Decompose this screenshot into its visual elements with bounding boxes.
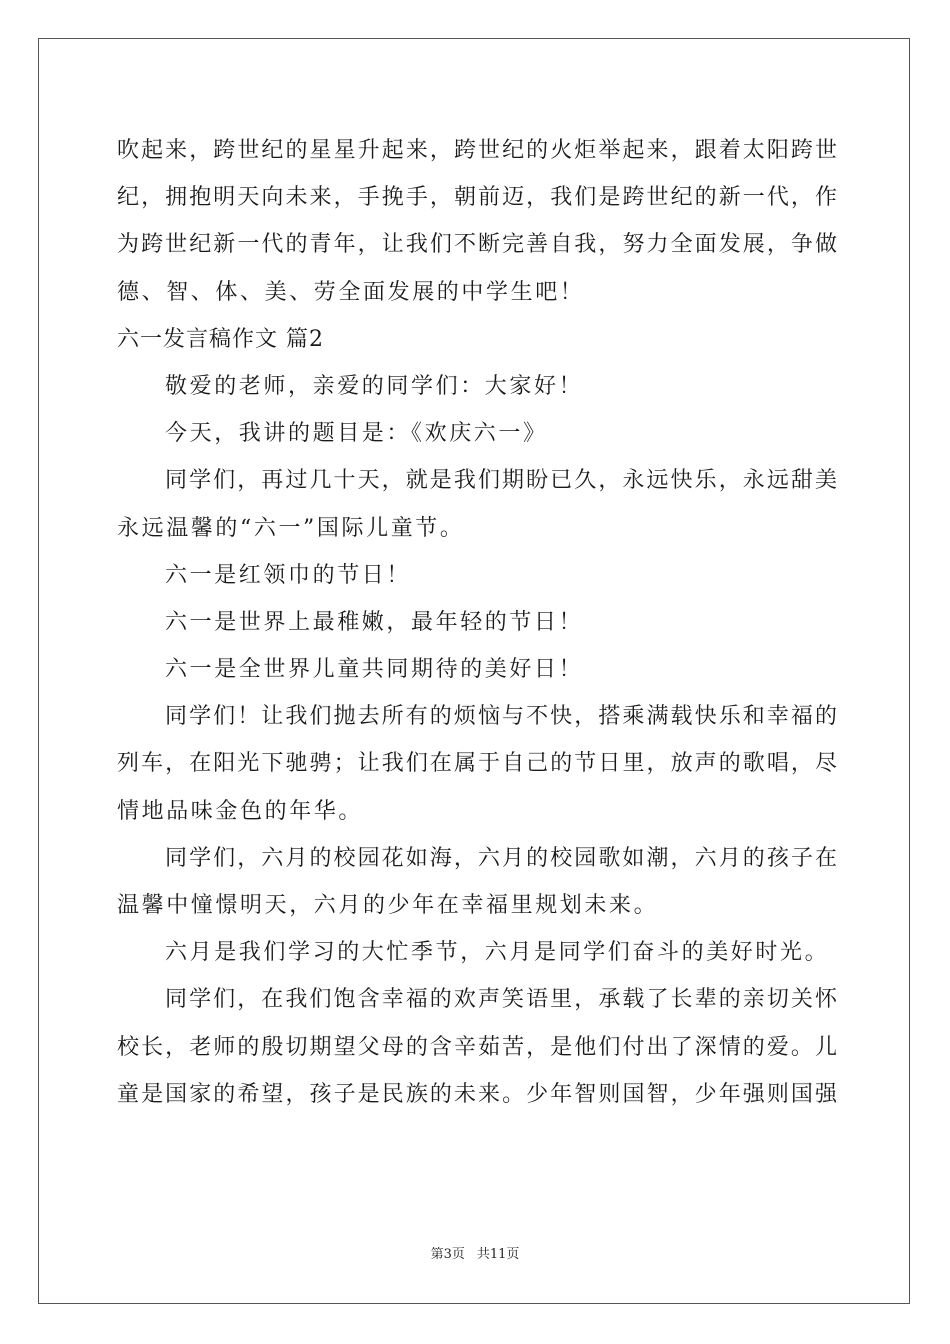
text-line: 童是国家的希望，孩子是民族的未来。少年智则国智，少年强则国强: [117, 1081, 837, 1107]
page-total: 共11页: [476, 1247, 520, 1262]
document-body: [117, 127, 837, 1118]
text-line: 六一是全世界儿童共同期待的美好日！: [165, 657, 584, 683]
text-line: 同学们，在我们饱含幸福的欢声笑语里，承载了长辈的亲切关怀: [165, 987, 837, 1013]
text-line: 六月是我们学习的大忙季节，六月是同学们奋斗的美好时光。: [165, 940, 830, 966]
text-line: 为跨世纪新一代的青年，让我们不断完善自我，努力全面发展，争做: [117, 232, 837, 258]
text-line: 同学们！让我们抛去所有的烦恼与不快，搭乘满载快乐和幸福的: [165, 704, 837, 730]
text-line: 情地品味金色的年华。: [117, 798, 364, 824]
section-heading: 六一发言稿作文 篇2: [117, 326, 324, 352]
text-line: 校长，老师的殷切期望父母的含辛茹苦，是他们付出了深情的爱。儿: [117, 1034, 837, 1060]
text-line: 同学们，六月的校园花如海，六月的校园歌如潮，六月的孩子在: [165, 845, 837, 871]
text-line: 德、智、体、美、劳全面发展的中学生吧！: [117, 279, 585, 305]
text-line: 六一是红领巾的节日！: [165, 562, 412, 588]
text-line: 同学们，再过几十天，就是我们期盼已久，永远快乐，永远甜美: [165, 468, 837, 494]
text-line: 六一是世界上最稚嫩，最年轻的节日！: [165, 609, 584, 635]
text-line: 敬爱的老师，亲爱的同学们：大家好！: [165, 373, 584, 399]
text-line: 今天，我讲的题目是：《欢庆六一》: [165, 421, 548, 447]
page-footer: [0, 1246, 950, 1264]
text-line: 吹起来，跨世纪的星星升起来，跨世纪的火炬举起来，跟着太阳跨世: [117, 138, 837, 163]
text-line: 温馨中憧憬明天，六月的少年在幸福里规划未来。: [117, 893, 659, 918]
text-line: 永远温馨的“六一”国际儿童节。: [117, 515, 465, 541]
page-number: 第3页: [430, 1247, 465, 1262]
text-line: 纪，拥抱明天向未来，手挽手，朝前迈，我们是跨世纪的新一代，作: [117, 185, 837, 211]
text-line: 列车，在阳光下驰骋；让我们在属于自己的节日里，放声的歌唱，尽: [117, 751, 837, 777]
